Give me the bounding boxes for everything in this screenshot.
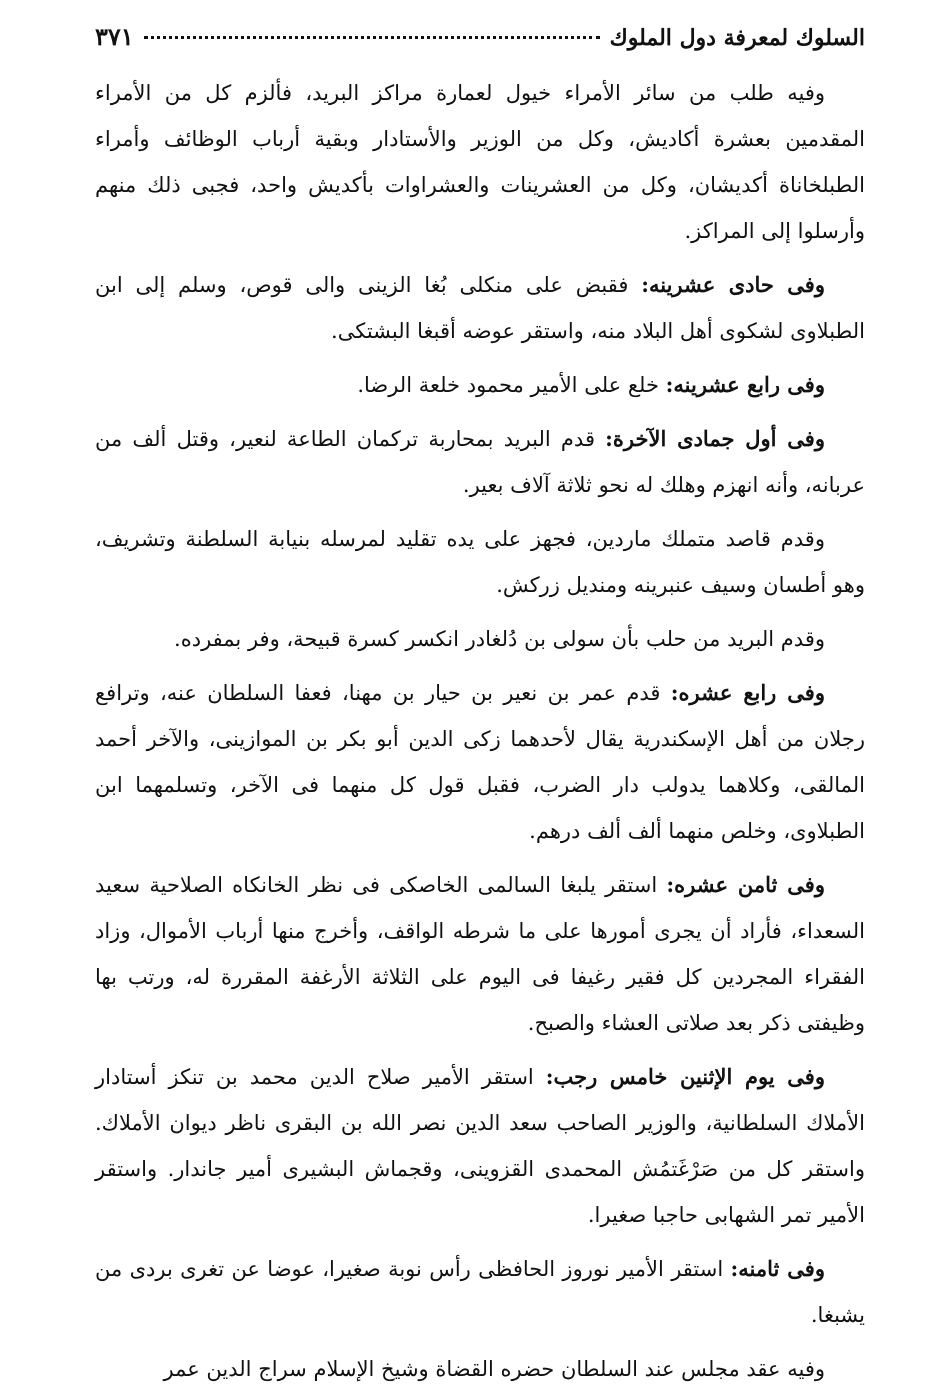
paragraph [95,1246,865,1338]
page-header [95,22,865,70]
paragraph-lead: وفى حادى عشرينه: [641,272,825,297]
paragraph-text: استقر يلبغا السالمى الخاصكى فى نظر الخانكاه الصلاحية سعيد السعداء، فأراد أن يجرى أمورها على ما شرطه الواقف، وأخرج منها أرباب الأموال، وزاد الفقراء المجردين كل فقير رغيفا فى اليوم على الثلاثة الأرغفة المقررة له، ورتب بها وظيفتى ذكر بعد صلاتى العشاء والصبح. [95,873,865,1035]
paragraph-lead: وفى يوم الإثنين خامس رجب: [545,1064,825,1089]
paragraph [95,1054,865,1238]
paragraph-text: وفيه طلب من سائر الأمراء خيول لعمارة مراكز البريد، فألزم كل من الأمراء المقدمين بعشرة أكاديش، وكل من الوزير والأستادار وبقية أرباب الوظائف وأمراء الطبلخاناة أكديشان، وكل من العشرينات والعشراوات بأكديش واحد، فجبى ذلك منهم وأرسلوا إلى المراكز. [95,81,865,243]
paragraph [95,362,865,408]
paragraph-text: وقدم قاصد متملك ماردين، فجهز على يده تقليد لمرسله بنيابة السلطنة وتشريف، وهو أطسان وسيف عنبرينه ومنديل زركش. [95,527,865,597]
paragraph-lead: وفى رابع عشرينه: [665,372,825,397]
paragraph [95,70,865,254]
paragraph [95,416,865,508]
paragraph-lead: وفى أول جمادى الآخرة: [605,426,825,451]
paragraph-text: قدم عمر بن نعير بن حيار بن مهنا، فعفا السلطان عنه، وترافع رجلان من أهل الإسكندرية يقال لأحدهما زكى الدين أبو بكر بن الموازينى، والآخر أحمد المالقى، وكلاهما يدولب دار الضرب، فقبل قول كل منهما فى الآخر، وتسلمهما ابن الطبلاوى، وخلص منهما ألف ألف درهم. [95,681,865,843]
paragraph-text: وقدم البريد من حلب بأن سولى بن دُلغادر انكسر كسرة قبيحة، وفر بمفرده. [174,627,825,651]
paragraph-text: خلع على الأمير محمود خلعة الرضا. [357,373,666,397]
paragraph [95,616,865,662]
paragraph-text: فقبض على منكلى بُغا الزينى والى قوص، وسلم إلى ابن الطبلاوى لشكوى أهل البلاد منه، واستقر عوضه أقبغا البشتكى. [95,273,865,343]
paragraph-text: وفيه عقد مجلس عند السلطان حضره القضاة وشيخ الإسلام سراج الدين عمر [163,1357,825,1381]
paragraph [95,670,865,854]
paragraph-lead: وفى ثامن عشره: [666,872,825,897]
paragraph [95,862,865,1046]
page-number: ٣٧١ [95,22,134,51]
paragraph [95,262,865,354]
paragraph-text: استقر الأمير نوروز الحافظى رأس نوبة صغيرا، عوضا عن تغرى بردى من يشبغا. [95,1257,865,1327]
paragraph [95,1346,865,1392]
running-title: السلوك لمعرفة دول الملوك [609,25,865,51]
paragraph-lead: وفى رابع عشره: [670,680,825,705]
paragraph-lead: وفى ثامنه: [730,1256,825,1281]
leader-dots [144,36,600,39]
paragraph-text: قدم البريد بمحاربة تركمان الطاعة لنعير، وقتل ألف من عربانه، وأنه انهزم وهلك له نحو ثلاثة آلاف بعير. [95,427,865,497]
paragraph-text: استقر الأمير صلاح الدين محمد بن تنكز أستادار الأملاك السلطانية، والوزير الصاحب سعد الدين نصر الله بن البقرى ناظر ديوان الأملاك. واستقر كل من صَرْغَتمُش المحمدى القزوينى، وقجماش البشيرى أمير جاندار. واستقر الأمير تمر الشهابى حاجبا صغيرا. [95,1065,865,1227]
document-page [95,22,865,1400]
paragraph [95,516,865,608]
